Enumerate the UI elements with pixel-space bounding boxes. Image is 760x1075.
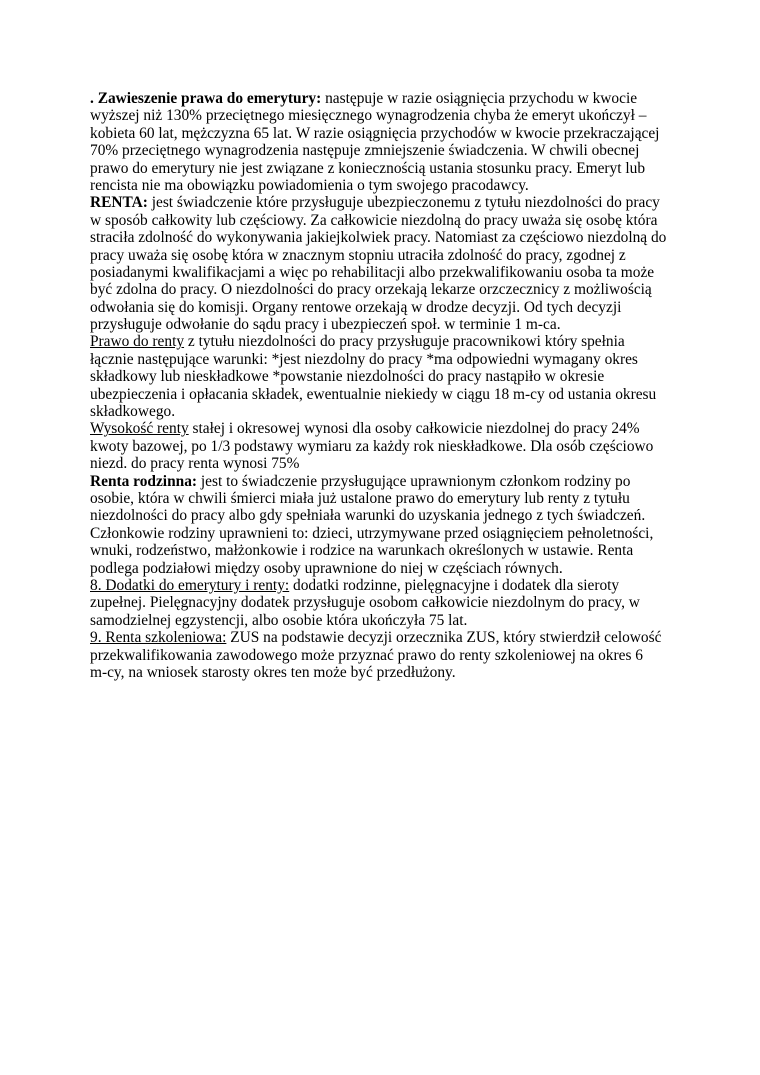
body-text: Członkowie rodziny uprawnieni to: dzieci, utrzymywane przed osiągnięciem pełnoletności, xyxy=(90,524,654,542)
text-line xyxy=(90,473,680,490)
body-text: dodatki rodzinne, pielęgnacyjne i dodatek dla sieroty xyxy=(289,576,620,594)
text-line xyxy=(90,629,680,646)
text-line xyxy=(90,612,680,629)
body-text: być zdolna do pracy. O niezdolności do pracy orzekają lekarze orzczecznicy z możliwością xyxy=(90,281,652,299)
underlined-heading: 9. Renta szkoleniowa: xyxy=(90,629,227,647)
text-line xyxy=(90,125,680,142)
bold-heading: RENTA: xyxy=(90,194,148,212)
text-line xyxy=(90,194,680,211)
body-text: w sposób całkowity lub częściowy. Za całkowicie niezdolną do pracy uważa się osobę która xyxy=(90,211,658,229)
body-text: niezdolności do pracy albo gdy spełniała warunki do uzyskania jednego z tych świadczeń. xyxy=(90,507,646,525)
text-line xyxy=(90,142,680,159)
body-text: podlega podziałowi między osoby uprawnione do niej w częściach równych. xyxy=(90,559,563,577)
body-text: kobieta 60 lat, mężczyzna 65 lat. W razie osiągnięcia przychodów w kwocie przekraczającej xyxy=(90,124,660,142)
text-line xyxy=(90,333,680,350)
text-line xyxy=(90,420,680,437)
text-line xyxy=(90,351,680,368)
text-line xyxy=(90,247,680,264)
text-line xyxy=(90,560,680,577)
text-line xyxy=(90,577,680,594)
body-text: odwołania się do komisji. Organy rentowe orzekają w drodze decyzji. Od tych decyzji xyxy=(90,298,622,316)
body-text: następuje w razie osiągnięcia przychodu w kwocie xyxy=(321,90,638,107)
underlined-heading: Prawo do renty xyxy=(90,333,185,351)
body-text: stałej i okresowej wynosi dla osoby całkowicie niezdolnej do pracy 24% xyxy=(188,420,640,438)
body-text: wnuki, rodzeństwo, małżonkowie i rodzice na warunkach określonych w ustawie. Renta xyxy=(90,542,634,560)
text-line xyxy=(90,177,680,194)
body-text: wyższej niż 130% przeciętnego miesięcznego wynagrodzenia chyba że emeryt ukończył – xyxy=(90,107,647,125)
body-text: ZUS na podstawie decyzji orzecznika ZUS, który stwierdził celowość xyxy=(226,629,662,647)
body-text: zupełnej. Pielęgnacyjny dodatek przysługuje osobom całkowicie niezdolnym do pracy, w xyxy=(90,594,640,612)
body-text: rencista nie ma obowiązku powiadomienia o tym swojego pracodawcy. xyxy=(90,176,529,194)
document-page xyxy=(90,90,680,681)
text-line xyxy=(90,386,680,403)
text-line xyxy=(90,90,680,107)
text-line xyxy=(90,507,680,524)
text-line xyxy=(90,368,680,385)
body-text: 70% przeciętnego wynagrodzenia następuje zmniejszenie świadczenia. W chwili obecnej xyxy=(90,142,640,160)
text-line xyxy=(90,542,680,559)
text-line xyxy=(90,316,680,333)
body-text: niezd. do pracy renta wynosi 75% xyxy=(90,455,300,473)
text-line xyxy=(90,107,680,124)
text-line xyxy=(90,438,680,455)
text-line xyxy=(90,264,680,281)
body-text: z tytułu niezdolności do pracy przysługuje pracownikowi który spełnia xyxy=(184,333,625,351)
body-text: przysługuje odwołanie do sądu pracy i ubezpieczeń społ. w terminie 1 m-ca. xyxy=(90,316,561,334)
text-line xyxy=(90,664,680,681)
text-line xyxy=(90,299,680,316)
bold-heading: . Zawieszenie prawa do emerytury: xyxy=(90,90,322,107)
body-text: posiadanymi kwalifikacjami a więc po rehabilitacji albo przekwalifikowaniu osoba ta może xyxy=(90,263,655,281)
underlined-heading: Wysokość renty xyxy=(90,420,189,438)
body-text: prawo do emerytury nie jest związane z koniecznością ustania stosunku pracy. Emeryt lub xyxy=(90,159,646,177)
text-line xyxy=(90,403,680,420)
body-text: jest to świadczenie przysługujące uprawnionym członkom rodziny po xyxy=(197,472,631,490)
body-text: łącznie następujące warunki: *jest niezdolny do pracy *ma odpowiedni wymagany okres xyxy=(90,350,638,368)
body-text: przekwalifikowania zawodowego może przyznać prawo do renty szkoleniowej na okres 6 xyxy=(90,646,643,664)
text-line xyxy=(90,647,680,664)
text-line xyxy=(90,160,680,177)
underlined-heading: 8. Dodatki do emerytury i renty: xyxy=(90,576,290,594)
body-text: m-cy, na wniosek starosty okres ten może być przedłużony. xyxy=(90,663,456,681)
text-line xyxy=(90,525,680,542)
body-text: osobie, która w chwili śmierci miała już ustalone prawo do emerytury lub renty z tytułu xyxy=(90,489,630,507)
text-line xyxy=(90,455,680,472)
body-text: straciła zdolność do wykonywania jakiejkolwiek pracy. Natomiast za częściowo niezdolną do xyxy=(90,229,667,247)
bold-heading: Renta rodzinna: xyxy=(90,472,198,490)
body-text: składkowy lub nieskładkowe *powstanie niezdolności do pracy nastąpiło w okresie xyxy=(90,368,605,386)
body-text: kwoty bazowej, po 1/3 podstawy wymiaru za każdy rok nieskładkowe. Dla osób częściowo xyxy=(90,437,654,455)
body-text: samodzielnej egzystencji, albo osobie która ukończyła 75 lat. xyxy=(90,611,468,629)
body-text: ubezpieczenia i opłacania składek, ewentualnie niekiedy w ciągu 18 m-cy od ustania okresu xyxy=(90,385,657,403)
text-line xyxy=(90,281,680,298)
body-text: pracy uważa się osobę która w znacznym stopniu utraciła zdolność do pracy, zgodnej z xyxy=(90,246,626,264)
text-line xyxy=(90,594,680,611)
text-line xyxy=(90,229,680,246)
text-line xyxy=(90,490,680,507)
text-line xyxy=(90,212,680,229)
body-text: jest świadczenie które przysługuje ubezpieczonemu z tytułu niezdolności do pracy xyxy=(147,194,660,212)
body-text: składkowego. xyxy=(90,403,176,421)
